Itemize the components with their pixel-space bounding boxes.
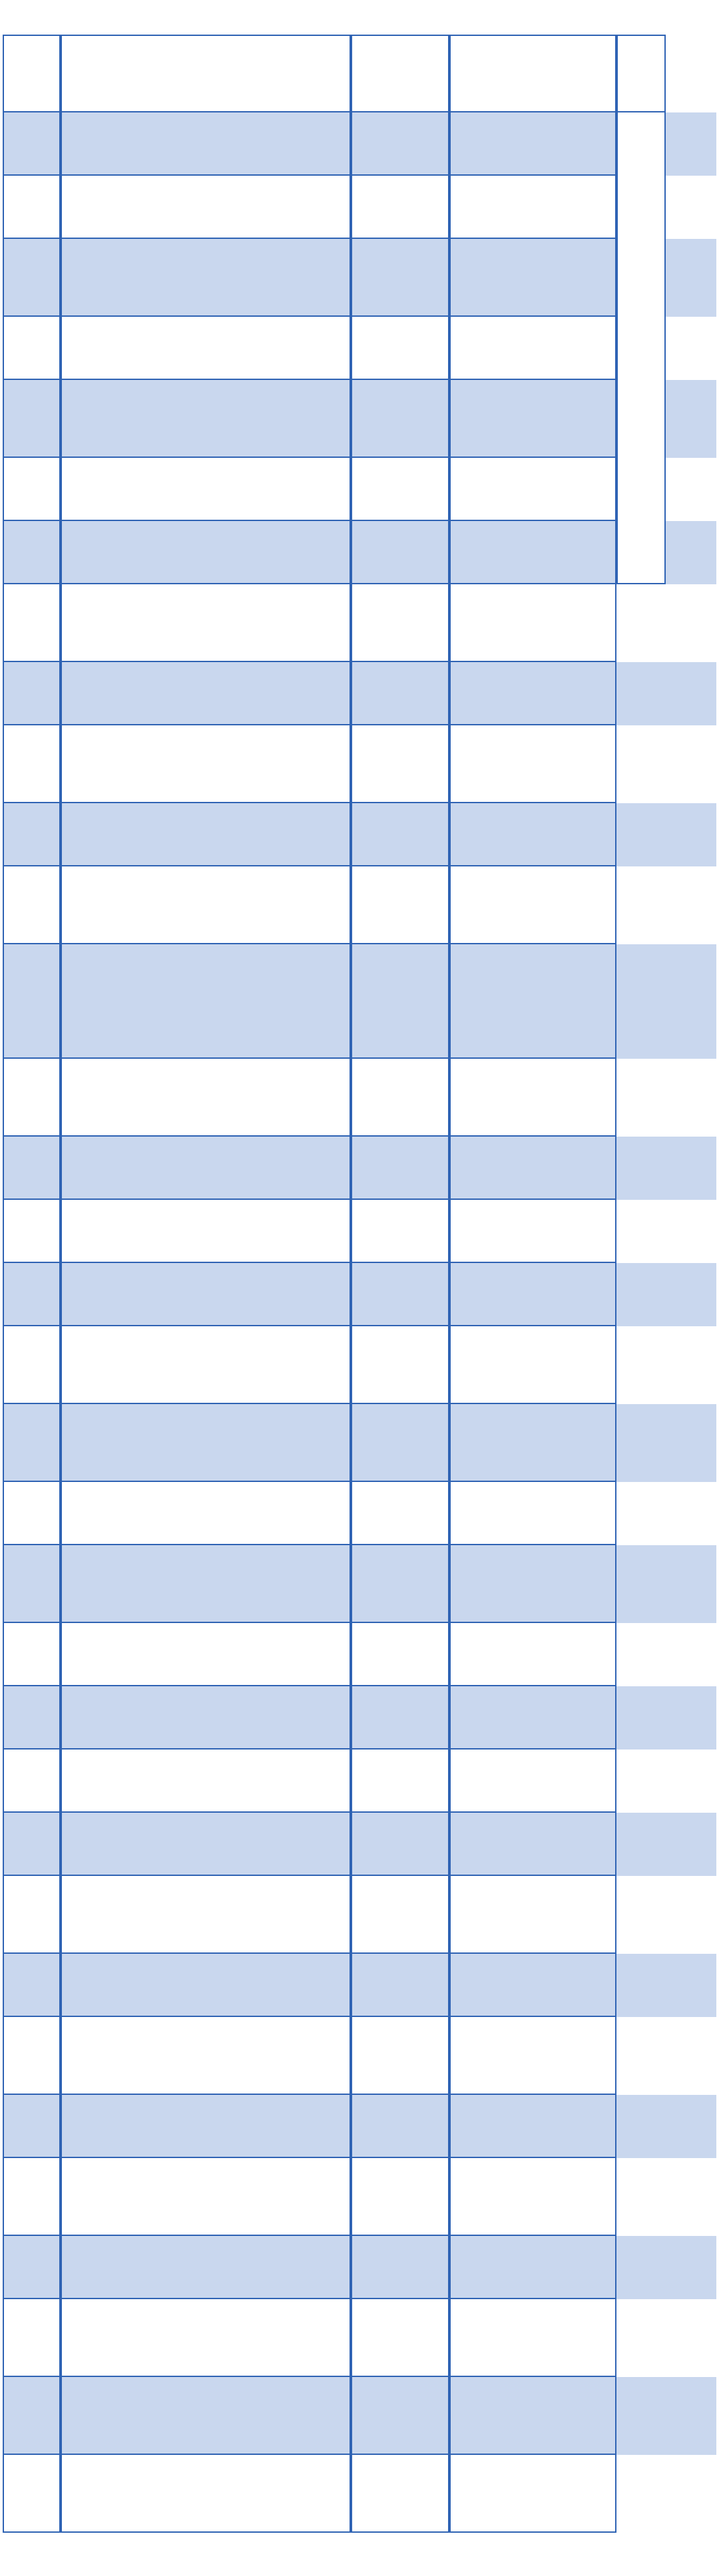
project-title — [61, 112, 351, 176]
table-row — [3, 2299, 716, 2377]
merged-column-space — [616, 725, 716, 803]
table-row — [3, 584, 716, 662]
table-row — [3, 944, 716, 1059]
project-institution — [449, 176, 616, 239]
project-leader — [351, 662, 449, 725]
project-institution — [449, 1200, 616, 1263]
table-row — [3, 1326, 716, 1404]
project-id — [3, 239, 61, 317]
project-institution — [449, 380, 616, 458]
project-institution — [449, 1326, 616, 1404]
project-leader — [351, 866, 449, 944]
merged-column-space — [616, 1813, 716, 1876]
project-title — [61, 803, 351, 866]
project-title — [61, 2299, 351, 2377]
project-title — [61, 1813, 351, 1876]
merged-column-space — [616, 2236, 716, 2299]
table-row — [3, 112, 716, 176]
project-id — [3, 2236, 61, 2299]
project-id — [3, 521, 61, 584]
project-title — [61, 1876, 351, 1954]
project-id — [3, 1482, 61, 1545]
project-title — [61, 239, 351, 317]
project-institution — [449, 317, 616, 380]
project-institution — [449, 1545, 616, 1623]
project-title — [61, 317, 351, 380]
project-id — [3, 944, 61, 1059]
merged-column-space — [616, 866, 716, 944]
project-title — [61, 176, 351, 239]
merged-column-space — [616, 2377, 716, 2455]
table-row — [3, 380, 716, 458]
project-id — [3, 2095, 61, 2158]
project-id — [3, 662, 61, 725]
table-row — [3, 2455, 716, 2533]
merged-column-space — [616, 944, 716, 1059]
project-leader — [351, 2017, 449, 2095]
project-category-cell — [616, 112, 666, 584]
project-institution — [449, 866, 616, 944]
table-row — [3, 2158, 716, 2236]
project-id — [3, 1954, 61, 2017]
footer-banner — [0, 2535, 719, 2576]
project-title — [61, 1200, 351, 1263]
table-row — [3, 803, 716, 866]
table-row — [3, 521, 716, 584]
project-leader — [351, 2095, 449, 2158]
project-institution — [449, 112, 616, 176]
project-title — [61, 1686, 351, 1749]
project-leader — [351, 1200, 449, 1263]
merged-column-space — [616, 2455, 716, 2533]
project-institution — [449, 239, 616, 317]
table-row — [3, 1263, 716, 1326]
project-institution — [449, 35, 616, 112]
project-title — [61, 2017, 351, 2095]
project-title — [61, 521, 351, 584]
project-institution — [449, 1263, 616, 1326]
project-institution — [449, 2455, 616, 2533]
project-title — [61, 2455, 351, 2533]
project-leader — [351, 725, 449, 803]
project-institution — [449, 1686, 616, 1749]
project-institution — [449, 2377, 616, 2455]
table-row — [3, 1545, 716, 1623]
project-leader — [351, 1059, 449, 1137]
table-row — [3, 1876, 716, 1954]
project-leader — [351, 584, 449, 662]
top-banner — [0, 0, 719, 35]
project-id — [3, 584, 61, 662]
project-institution — [449, 725, 616, 803]
project-leader — [351, 458, 449, 521]
project-title — [61, 1326, 351, 1404]
project-id — [3, 35, 61, 112]
project-id — [3, 1749, 61, 1813]
project-id — [3, 2377, 61, 2455]
merged-column-space — [616, 1954, 716, 2017]
project-category-cell — [616, 35, 666, 112]
project-leader — [351, 317, 449, 380]
project-leader — [351, 1686, 449, 1749]
project-title — [61, 2236, 351, 2299]
project-id — [3, 458, 61, 521]
project-institution — [449, 2299, 616, 2377]
project-id — [3, 1326, 61, 1404]
merged-column-space — [616, 803, 716, 866]
project-leader — [351, 380, 449, 458]
project-leader — [351, 1326, 449, 1404]
project-title — [61, 1137, 351, 1200]
project-id — [3, 176, 61, 239]
project-title — [61, 1404, 351, 1482]
merged-column-space — [616, 2017, 716, 2095]
table-row — [3, 1954, 716, 2017]
project-table — [3, 35, 716, 2535]
merged-column-space — [616, 1059, 716, 1137]
project-id — [3, 803, 61, 866]
project-id — [3, 380, 61, 458]
merged-column-space — [616, 1545, 716, 1623]
project-id — [3, 2017, 61, 2095]
table-row — [3, 1749, 716, 1813]
project-leader — [351, 1954, 449, 2017]
project-institution — [449, 2095, 616, 2158]
project-id — [3, 112, 61, 176]
merged-column-space — [616, 1200, 716, 1263]
project-id — [3, 1059, 61, 1137]
project-leader — [351, 1545, 449, 1623]
project-id — [3, 1200, 61, 1263]
project-title — [61, 584, 351, 662]
merged-column-space — [616, 1623, 716, 1686]
project-title — [61, 380, 351, 458]
project-leader — [351, 1749, 449, 1813]
merged-column-space — [616, 2299, 716, 2377]
table-row — [3, 2017, 716, 2095]
table-row — [3, 1404, 716, 1482]
project-institution — [449, 2017, 616, 2095]
project-institution — [449, 1623, 616, 1686]
project-title — [61, 1623, 351, 1686]
project-leader — [351, 1263, 449, 1326]
project-id — [3, 1137, 61, 1200]
project-institution — [449, 584, 616, 662]
project-institution — [449, 1876, 616, 1954]
merged-column-space — [616, 1263, 716, 1326]
project-id — [3, 317, 61, 380]
project-institution — [449, 2158, 616, 2236]
project-leader — [351, 1876, 449, 1954]
table-row — [3, 1686, 716, 1749]
table-row — [3, 1813, 716, 1876]
project-title — [61, 2377, 351, 2455]
project-leader — [351, 2377, 449, 2455]
project-id — [3, 2299, 61, 2377]
project-institution — [449, 803, 616, 866]
project-title — [61, 2158, 351, 2236]
project-institution — [449, 1137, 616, 1200]
project-id — [3, 1545, 61, 1623]
table-row — [3, 662, 716, 725]
project-id — [3, 2158, 61, 2236]
project-leader — [351, 176, 449, 239]
project-institution — [449, 2236, 616, 2299]
merged-column-space — [616, 662, 716, 725]
merged-column-space — [616, 1404, 716, 1482]
table-row — [3, 239, 716, 317]
table-row — [3, 1200, 716, 1263]
table-row — [3, 2095, 716, 2158]
project-institution — [449, 1482, 616, 1545]
project-leader — [351, 1404, 449, 1482]
merged-column-space — [616, 1482, 716, 1545]
project-title — [61, 1749, 351, 1813]
project-id — [3, 1876, 61, 1954]
table-row — [3, 176, 716, 239]
project-title — [61, 1263, 351, 1326]
project-title — [61, 2095, 351, 2158]
table-row — [3, 35, 716, 112]
merged-column-space — [616, 1749, 716, 1813]
project-title — [61, 866, 351, 944]
project-leader — [351, 2158, 449, 2236]
project-title — [61, 35, 351, 112]
project-leader — [351, 1623, 449, 1686]
project-title — [61, 458, 351, 521]
project-institution — [449, 662, 616, 725]
table-row — [3, 317, 716, 380]
merged-column-space — [616, 1137, 716, 1200]
project-id — [3, 725, 61, 803]
table-row — [3, 866, 716, 944]
merged-column-space — [616, 2158, 716, 2236]
project-id — [3, 1404, 61, 1482]
project-leader — [351, 521, 449, 584]
project-id — [3, 1263, 61, 1326]
project-leader — [351, 1137, 449, 1200]
table-row — [3, 1137, 716, 1200]
project-institution — [449, 1749, 616, 1813]
project-leader — [351, 803, 449, 866]
project-leader — [351, 944, 449, 1059]
project-title — [61, 1059, 351, 1137]
project-id — [3, 1686, 61, 1749]
project-leader — [351, 1482, 449, 1545]
project-leader — [351, 112, 449, 176]
project-institution — [449, 1813, 616, 1876]
project-id — [3, 1623, 61, 1686]
project-id — [3, 2455, 61, 2533]
table-row — [3, 1623, 716, 1686]
merged-column-space — [616, 2095, 716, 2158]
merged-column-space — [616, 1326, 716, 1404]
merged-column-space — [616, 1876, 716, 1954]
table-row — [3, 1059, 716, 1137]
project-institution — [449, 1059, 616, 1137]
project-leader — [351, 239, 449, 317]
table-row — [3, 458, 716, 521]
project-institution — [449, 521, 616, 584]
table-row — [3, 2236, 716, 2299]
merged-column-space — [616, 584, 716, 662]
project-leader — [351, 1813, 449, 1876]
project-id — [3, 1813, 61, 1876]
project-id — [3, 866, 61, 944]
project-institution — [449, 1404, 616, 1482]
merged-column-space — [616, 1686, 716, 1749]
table-row — [3, 1482, 716, 1545]
project-title — [61, 1545, 351, 1623]
project-leader — [351, 35, 449, 112]
project-title — [61, 662, 351, 725]
project-leader — [351, 2236, 449, 2299]
project-title — [61, 944, 351, 1059]
project-leader — [351, 2455, 449, 2533]
project-institution — [449, 458, 616, 521]
project-institution — [449, 944, 616, 1059]
project-institution — [449, 1954, 616, 2017]
project-title — [61, 725, 351, 803]
table-row — [3, 2377, 716, 2455]
project-leader — [351, 2299, 449, 2377]
project-title — [61, 1482, 351, 1545]
project-title — [61, 1954, 351, 2017]
table-row — [3, 725, 716, 803]
